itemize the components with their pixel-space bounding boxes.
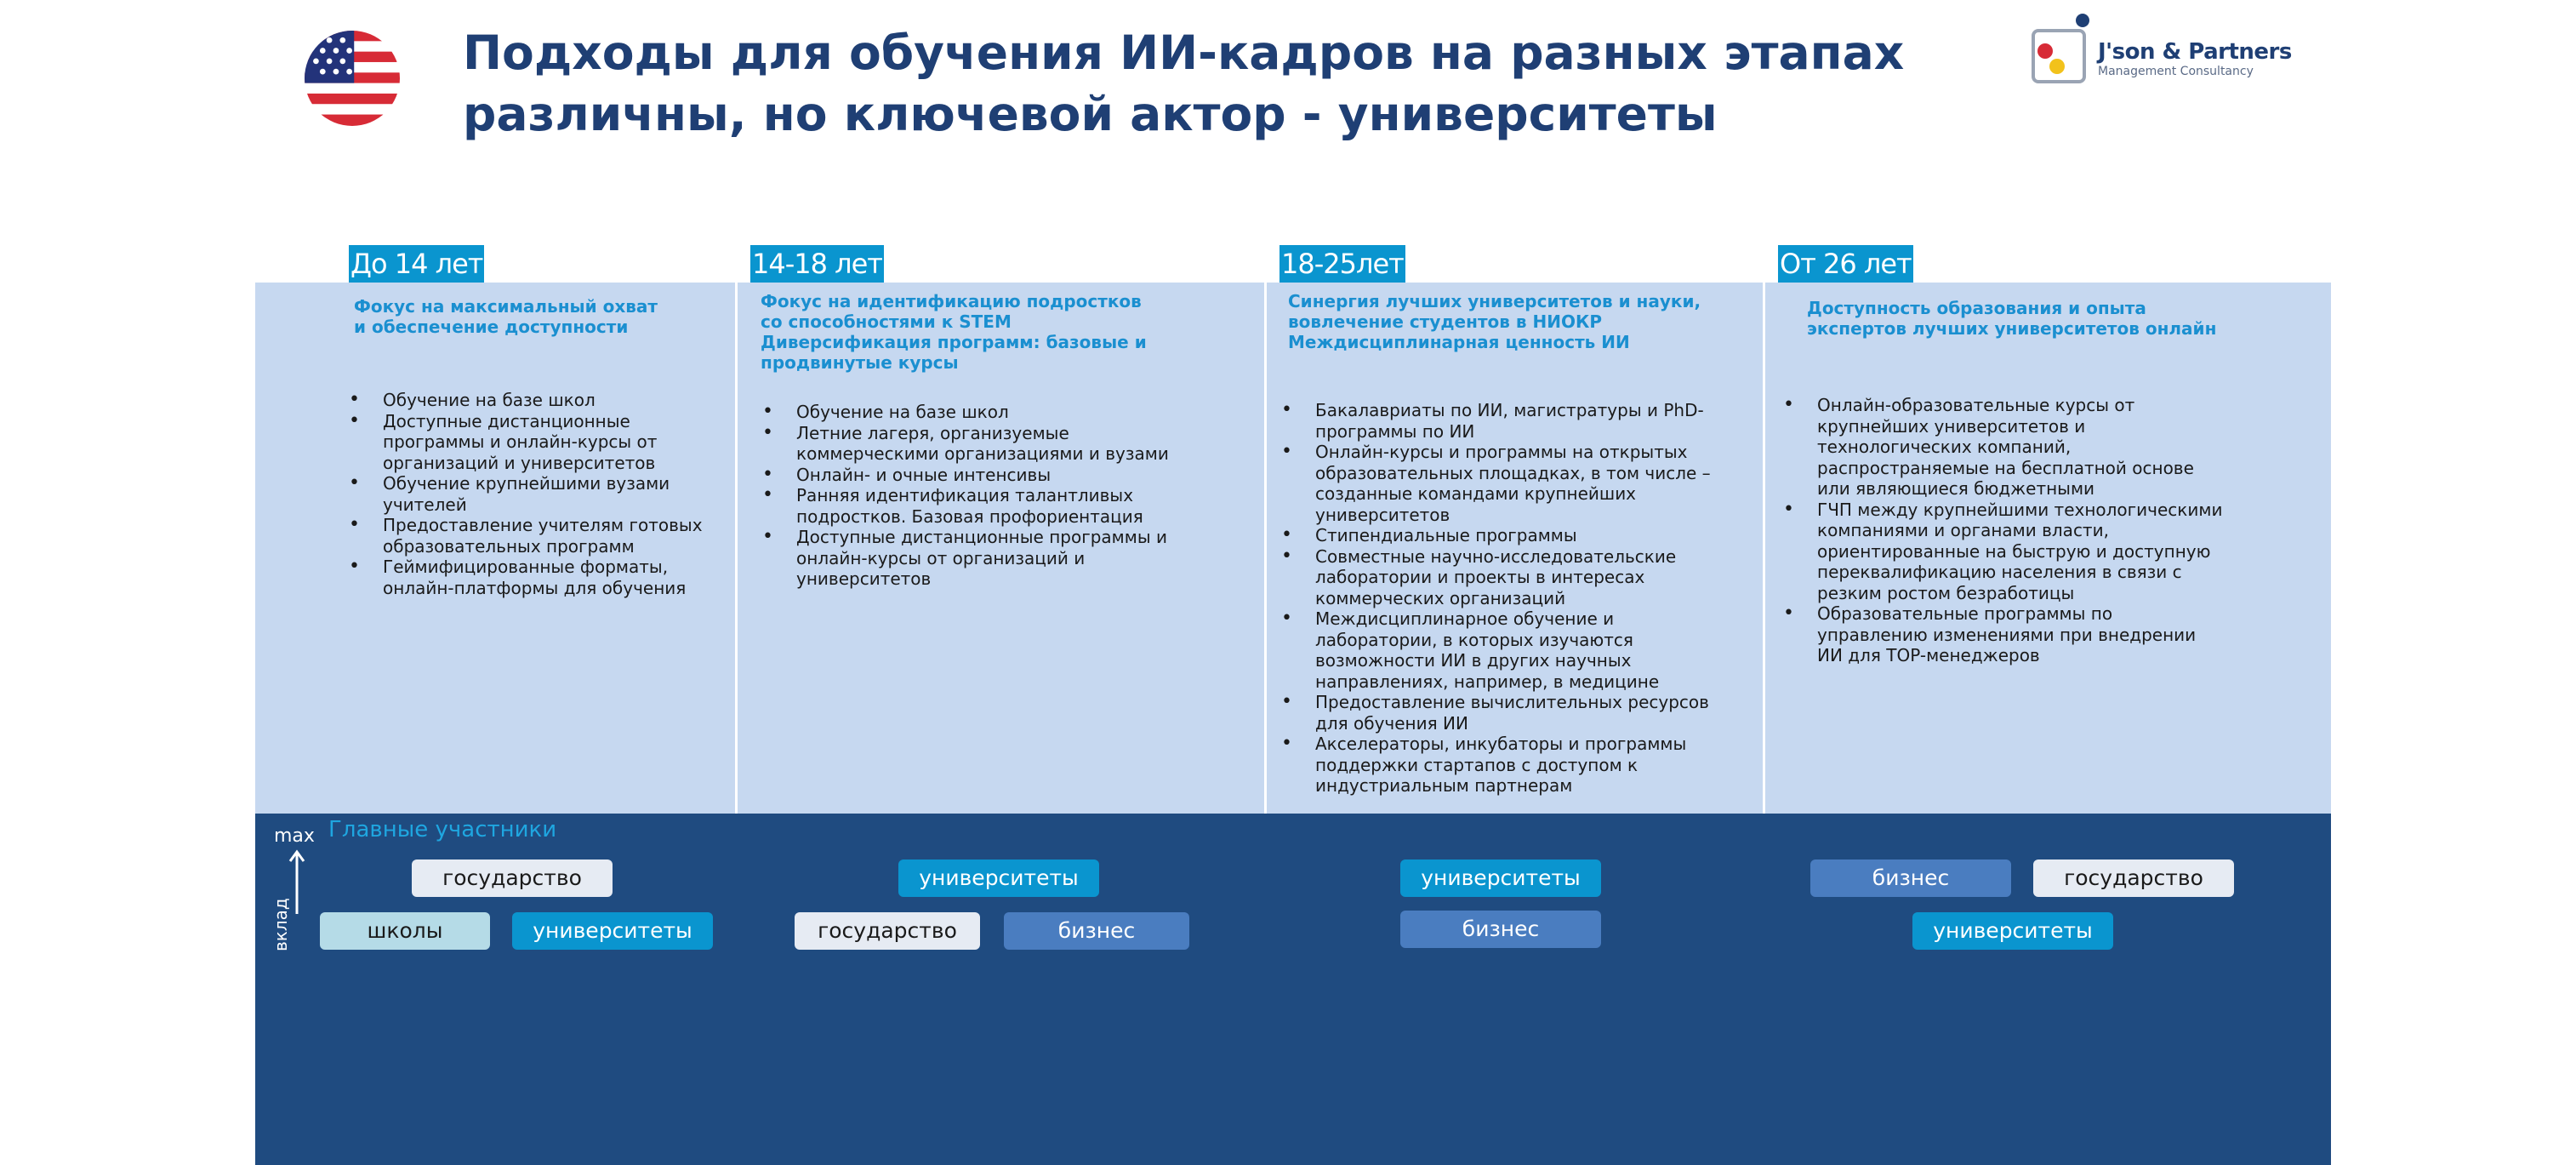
heading-line: экспертов лучших университетов онлайн (1807, 318, 2217, 339)
column-divider (735, 283, 738, 819)
list-item: • Стипендиальные программы (1281, 525, 1741, 546)
axis-max-label: max (274, 825, 315, 847)
stage-1-bullets (349, 390, 723, 598)
page-title (463, 22, 1994, 145)
heading-line: вовлечение студентов в НИОКР (1288, 311, 1602, 332)
list-item: • Обучение крупнейшими вузами учителей (349, 473, 723, 515)
stage-1-heading (354, 296, 728, 337)
stage-tab-1: До 14 лет (349, 245, 484, 283)
logo-name: J'son & Partners (2098, 39, 2292, 65)
participant-business: бизнес (1004, 912, 1189, 950)
list-item: • Ранняя идентификация талантливых подростков. Базовая профориентация (762, 485, 1188, 527)
participant-universities: университеты (898, 859, 1099, 897)
us-flag-icon (305, 31, 400, 126)
axis-label: вклад (271, 898, 291, 951)
heading-line: Диверсификация программ: базовые и (761, 332, 1147, 352)
title-line-2: различны, но ключевой актор - университеты (463, 87, 1718, 141)
logo-mark-icon (2032, 12, 2100, 89)
company-logo (2032, 12, 2304, 89)
title-line-1: Подходы для обучения ИИ-кадров на разных этапах (463, 26, 1905, 80)
participant-universities: университеты (1912, 912, 2113, 950)
heading-line: и обеспечение доступности (354, 317, 629, 337)
participant-government: государство (2033, 859, 2234, 897)
list-item: • Бакалавриаты по ИИ, магистратуры и PhD-программы по ИИ (1281, 400, 1741, 442)
logo-subtitle: Management Consultancy (2098, 65, 2254, 78)
list-item: • Образовательные программы по управлению изменениями при внедрении ИИ для TOP-менеджеров (1783, 603, 2226, 666)
list-item: • Онлайн-образовательные курсы от крупнейших университетов и технологических компаний, распространяемые на бесплатной основе или являющиеся бюджетными (1783, 395, 2226, 500)
participant-business: бизнес (1400, 911, 1601, 948)
stage-4-heading (1807, 298, 2317, 339)
list-item: • Онлайн- и очные интенсивы (762, 465, 1188, 486)
heading-line: Фокус на максимальный охват (354, 296, 658, 317)
stage-2-bullets (762, 402, 1188, 590)
list-item: • Предоставление учителям готовых образовательных программ (349, 515, 723, 557)
list-item: • Онлайн-курсы и программы на открытых образовательных площадках, в том числе – созданные командами крупнейших университетов (1281, 442, 1741, 525)
column-divider (1763, 283, 1765, 819)
stage-4-bullets (1783, 395, 2226, 666)
list-item: • Летние лагеря, организуемые коммерческими организациями и вузами (762, 423, 1188, 465)
list-item: • Междисциплинарное обучение и лаборатории, в которых изучаются возможности ИИ в других научных направлениях, например, в медицине (1281, 608, 1741, 692)
heading-line: Синергия лучших университетов и науки, (1288, 291, 1701, 311)
stage-tab-4: От 26 лет (1778, 245, 1913, 283)
participant-government: государство (795, 912, 980, 950)
stage-3-heading (1288, 291, 1764, 352)
column-divider (1264, 283, 1267, 819)
heading-line: Междисциплинарная ценность ИИ (1288, 332, 1630, 352)
stage-tab-3: 18-25лет (1279, 245, 1405, 283)
participant-government: государство (412, 859, 613, 897)
participants-label: Главные участники (328, 817, 557, 842)
list-item: • Доступные дистанционные программы и онлайн-курсы от организаций и университетов (349, 411, 723, 474)
list-item: • ГЧП между крупнейшими технологическими компаниями и органами власти, ориентированные на быструю и доступную переквалификацию населения в связи с резким ростом безработицы (1783, 500, 2226, 604)
heading-line: Доступность образования и опыта (1807, 298, 2146, 318)
heading-line: Фокус на идентификацию подростков (761, 291, 1142, 311)
heading-line: продвинутые курсы (761, 352, 959, 373)
list-item: • Акселераторы, инкубаторы и программы поддержки стартапов с доступом к индустриальным партнерам (1281, 734, 1741, 797)
stage-tab-2: 14-18 лет (750, 245, 884, 283)
participant-universities: университеты (512, 912, 713, 950)
list-item: • Совместные научно-исследовательские лаборатории и проекты в интересах коммерческих организаций (1281, 546, 1741, 609)
participant-business: бизнес (1810, 859, 2011, 897)
participant-schools: школы (320, 912, 490, 950)
list-item: • Геймифицированные форматы, онлайн-платформы для обучения (349, 557, 723, 598)
participant-universities: университеты (1400, 859, 1601, 897)
list-item: • Обучение на базе школ (349, 390, 723, 411)
list-item: • Обучение на базе школ (762, 402, 1188, 423)
list-item: • Предоставление вычислительных ресурсов для обучения ИИ (1281, 692, 1741, 734)
list-item: • Доступные дистанционные программы и онлайн-курсы от организаций и университетов (762, 527, 1188, 590)
stage-3-bullets (1281, 400, 1741, 797)
heading-line: со способностями к STEM (761, 311, 1012, 332)
stage-2-heading (761, 291, 1254, 373)
